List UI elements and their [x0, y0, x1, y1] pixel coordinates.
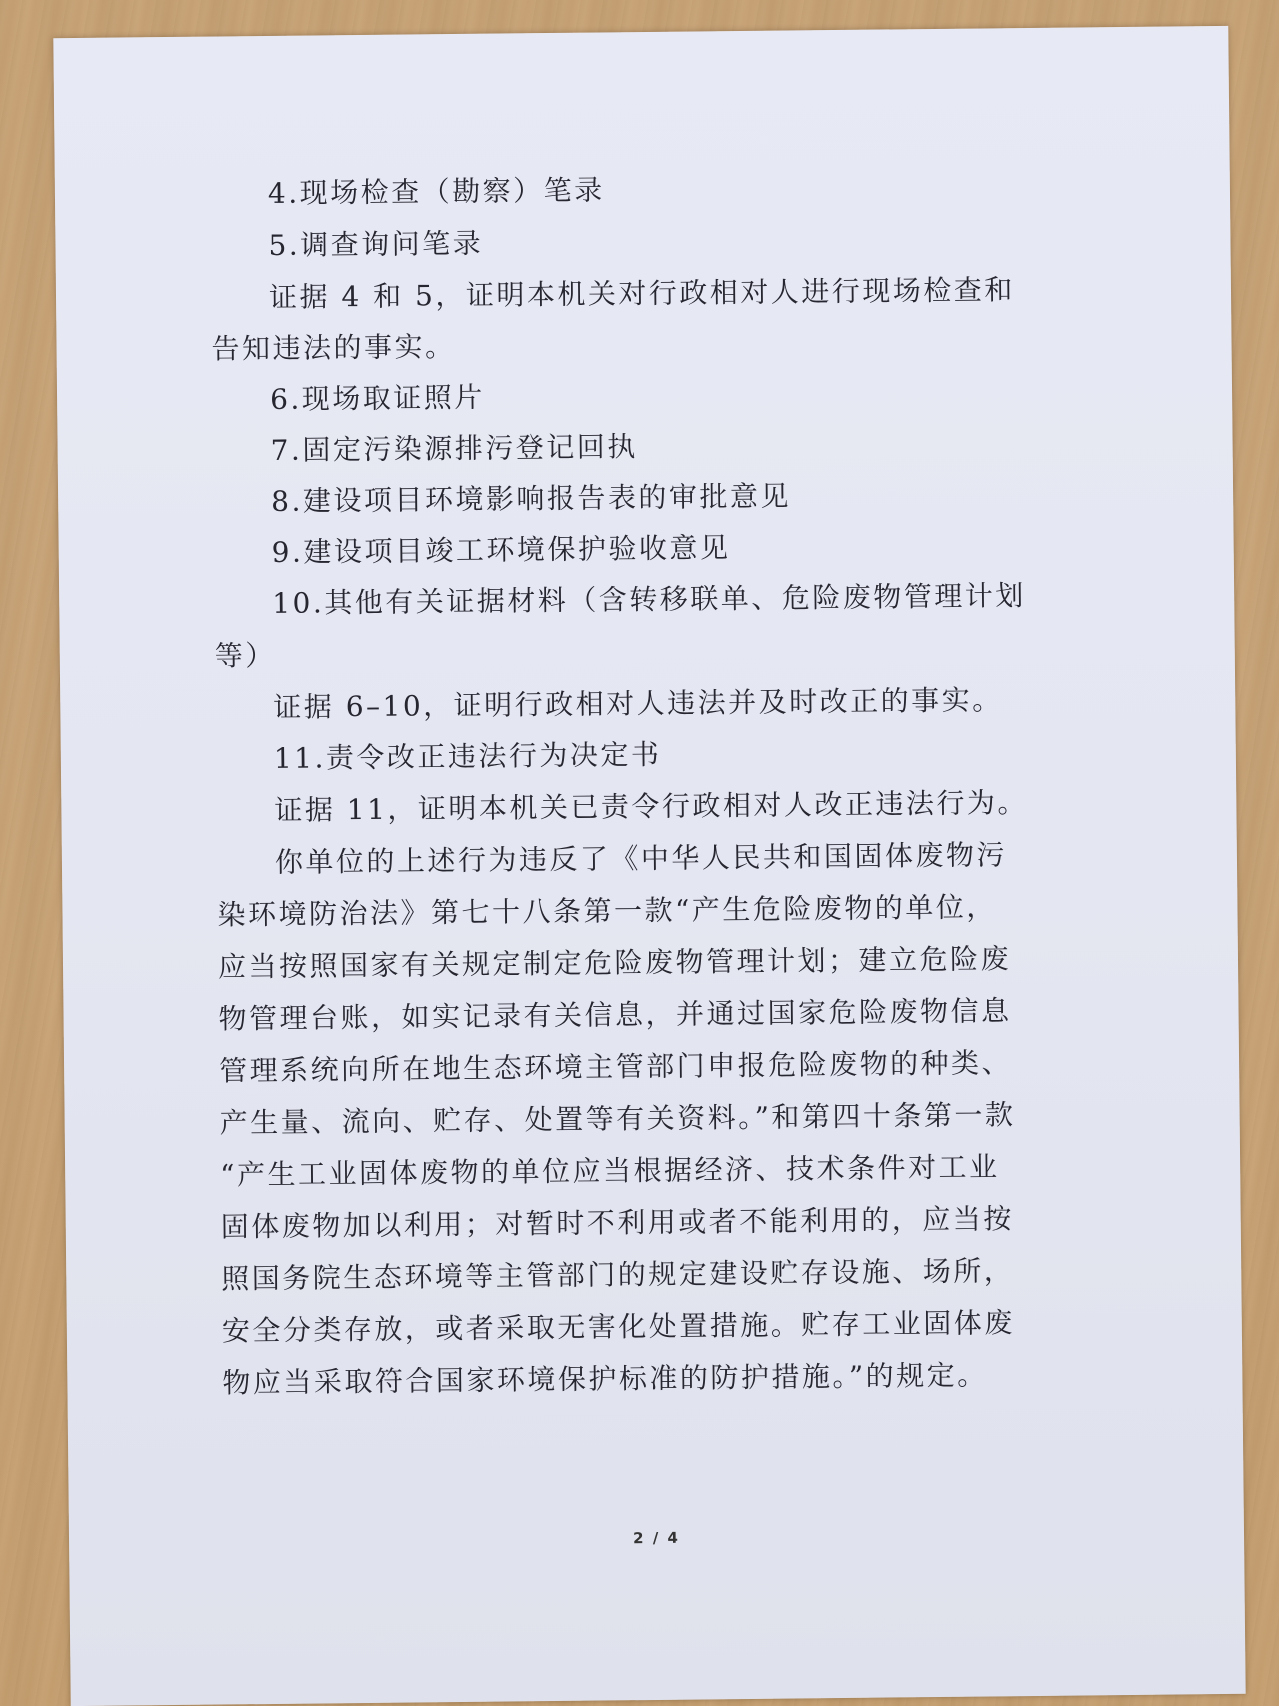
- text-line-proof-4-5-cont: 告知违法的事实。: [211, 330, 456, 366]
- text-line-violation-5: 管理系统向所在地生态环境主管部门申报危险废物的种类、: [218, 1046, 1013, 1088]
- text-line-evidence-5: 5.调查询问笔录: [268, 226, 484, 262]
- text-line-violation-8: 固体废物加以利用；对暂时不利用或者不能利用的，应当按: [220, 1202, 1014, 1244]
- text-line-evidence-10-cont: 等）: [214, 638, 276, 673]
- text-line-violation-9: 照国务院生态环境等主管部门的规定建设贮存设施、场所，: [221, 1254, 1015, 1296]
- page-number: 2 / 4: [633, 1528, 681, 1548]
- text-line-evidence-4: 4.现场检查（勘察）笔录: [267, 173, 605, 210]
- text-line-proof-6-10: 证据 6–10，证明行政相对人违法并及时改正的事实。: [273, 683, 1003, 724]
- text-line-evidence-6: 6.现场取证照片: [269, 380, 485, 416]
- document-page: [53, 26, 1245, 1706]
- text-line-evidence-8: 8.建设项目环境影响报告表的审批意见: [270, 479, 792, 518]
- text-line-proof-11: 证据 11，证明本机关已责令行政相对人改正违法行为。: [274, 786, 1029, 827]
- text-line-evidence-10: 10.其他有关证据材料（含转移联单、危险废物管理计划: [272, 579, 1026, 620]
- page-content: [53, 26, 1245, 1706]
- text-line-evidence-7: 7.固定污染源排污登记回执: [270, 430, 638, 467]
- text-line-violation-7: “产生工业固体废物的单位应当根据经济、技术条件对工业: [220, 1150, 1000, 1192]
- text-line-violation-4: 物管理台账，如实记录有关信息，并通过国家危险废物信息: [218, 994, 1012, 1036]
- text-line-evidence-9: 9.建设项目竣工环境保护验收意见: [271, 531, 731, 569]
- text-line-violation-2: 染环境防治法》第七十八条第一款“产生危险废物的单位，: [217, 890, 997, 932]
- text-line-violation-3: 应当按照国家有关规定制定危险废物管理计划；建立危险废: [217, 942, 1012, 984]
- text-line-violation-10: 安全分类存放，或者采取无害化处置措施。贮存工业固体废: [221, 1306, 1015, 1348]
- text-line-violation-6: 产生量、流向、贮存、处置等有关资料。”和第四十条第一款: [219, 1098, 1016, 1140]
- text-line-evidence-11: 11.责令改正违法行为决定书: [273, 737, 662, 775]
- text-line-violation-11: 物应当采取符合国家环境保护标准的防护措施。”的规定。: [222, 1358, 988, 1400]
- text-line-violation-1: 你单位的上述行为违反了《中华人民共和国固体废物污: [274, 838, 1008, 879]
- text-line-proof-4-5: 证据 4 和 5，证明本机关对行政相对人进行现场检查和: [268, 273, 1016, 314]
